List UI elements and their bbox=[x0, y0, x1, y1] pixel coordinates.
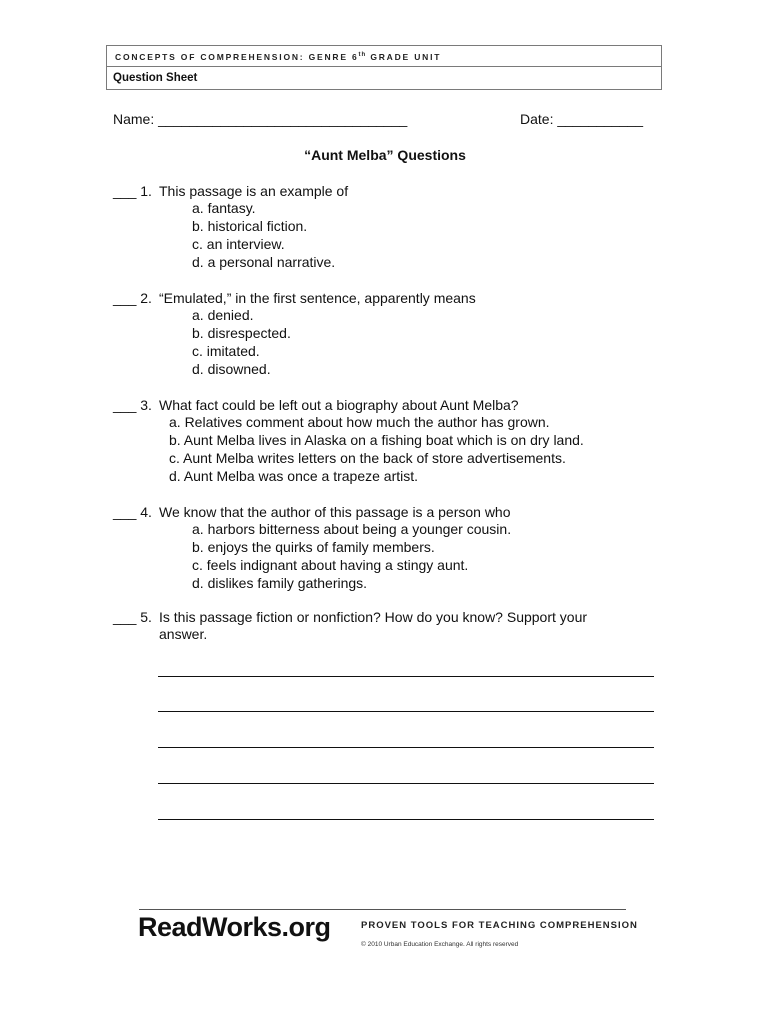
option: a. harbors bitterness about being a younger cousin. bbox=[192, 521, 512, 537]
question-stem: Is this passage fiction or nonfiction? How do you know? Support your bbox=[159, 609, 588, 625]
header-box bbox=[106, 45, 662, 90]
unit-heading-suffix: GRADE UNIT bbox=[366, 52, 442, 62]
option: c. an interview. bbox=[192, 236, 285, 252]
name-field[interactable]: Name: ________________________________ bbox=[113, 111, 408, 127]
option: a. fantasy. bbox=[192, 200, 256, 216]
question-number[interactable]: ___ 4. bbox=[113, 504, 152, 520]
option: d. dislikes family gatherings. bbox=[192, 575, 368, 591]
option: c. feels indignant about having a stingy aunt. bbox=[192, 557, 469, 573]
option: c. Aunt Melba writes letters on the back of store advertisements. bbox=[169, 450, 566, 466]
unit-heading bbox=[107, 46, 661, 67]
option: b. disrespected. bbox=[192, 325, 291, 341]
date-field[interactable]: Date: ___________ bbox=[520, 111, 643, 127]
option: b. historical fiction. bbox=[192, 218, 308, 234]
unit-heading-sup: th bbox=[358, 52, 367, 59]
footer-divider bbox=[139, 909, 626, 910]
answer-line[interactable] bbox=[158, 783, 654, 784]
question-stem: We know that the author of this passage is a person who bbox=[159, 504, 511, 520]
unit-heading-prefix: CONCEPTS OF COMPREHENSION: GENRE 6 bbox=[115, 52, 359, 62]
question-number[interactable]: ___ 5. bbox=[113, 609, 152, 625]
copyright-notice: © 2010 Urban Education Exchange. All rights reserved bbox=[361, 941, 519, 948]
option: a. Relatives comment about how much the author has grown. bbox=[169, 414, 550, 430]
answer-line[interactable] bbox=[158, 819, 654, 820]
answer-line[interactable] bbox=[158, 676, 654, 677]
option: d. a personal narrative. bbox=[192, 254, 336, 270]
option: d. disowned. bbox=[192, 361, 271, 377]
answer-line[interactable] bbox=[158, 747, 654, 748]
answer-line[interactable] bbox=[158, 711, 654, 712]
readworks-logo: ReadWorks.org bbox=[138, 912, 331, 942]
page-title: “Aunt Melba” Questions bbox=[304, 147, 466, 163]
question-number[interactable]: ___ 3. bbox=[113, 397, 152, 413]
footer-tagline: PROVEN TOOLS FOR TEACHING COMPREHENSION bbox=[361, 920, 638, 931]
question-stem-continued: answer. bbox=[159, 626, 208, 642]
question-stem: “Emulated,” in the first sentence, apparently means bbox=[159, 290, 476, 306]
option: b. enjoys the quirks of family members. bbox=[192, 539, 435, 555]
option: a. denied. bbox=[192, 307, 254, 323]
question-stem: What fact could be left out a biography about Aunt Melba? bbox=[159, 397, 519, 413]
option: d. Aunt Melba was once a trapeze artist. bbox=[169, 468, 419, 484]
option: b. Aunt Melba lives in Alaska on a fishing boat which is on dry land. bbox=[169, 432, 584, 448]
question-number[interactable]: ___ 1. bbox=[113, 183, 152, 199]
question-stem: This passage is an example of bbox=[159, 183, 349, 199]
sheet-label: Question Sheet bbox=[113, 72, 198, 84]
question-number[interactable]: ___ 2. bbox=[113, 290, 152, 306]
option: c. imitated. bbox=[192, 343, 260, 359]
